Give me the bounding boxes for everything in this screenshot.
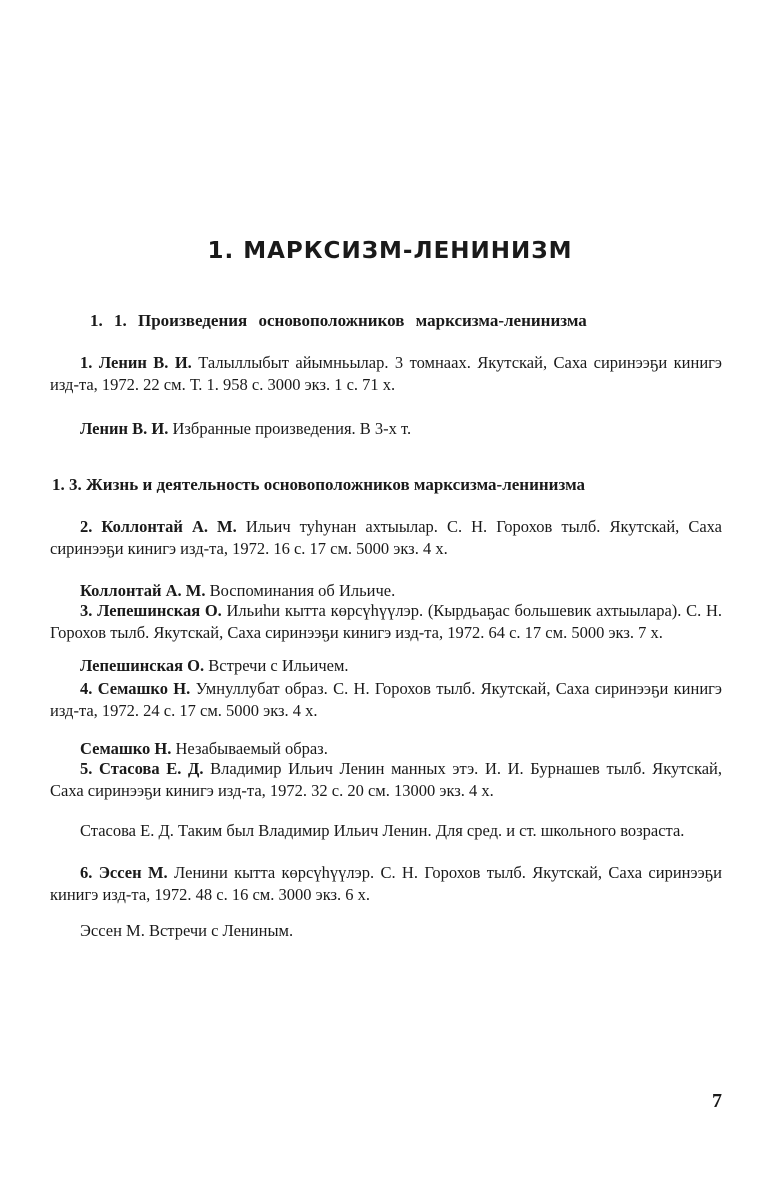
bibliography-entry-1-russian bbox=[80, 418, 411, 440]
entry-text: Таким был Владимир Ильич Ленин. Для сред. и ст. школьного возраста. bbox=[177, 821, 685, 840]
entry-author: 3. Лепешинская О. bbox=[80, 601, 222, 620]
entry-author: 4. Семашко Н. bbox=[80, 679, 191, 698]
entry-text: Ильич туһунан ахтыылар. С. Н. Горохов тылб. Якутскай, Саха сиринээҕи кинигэ изд-та, 1972. 16 с. 17 см. 5000 экз. 4 х. bbox=[50, 517, 723, 558]
entry-author: Стасова Е. Д. bbox=[80, 821, 174, 840]
section-heading-1-3: 1. 3. Жизнь и деятельность основоположников марксизма-ленинизма bbox=[52, 475, 586, 494]
bibliography-entry-5-russian bbox=[50, 820, 722, 842]
page-number: 7 bbox=[712, 1090, 722, 1112]
entry-text: Умнуллубат образ. С. Н. Горохов тылб. Якутскай, Саха сиринээҕи кинигэ изд-та, 1972. 24 с. 17 см. 5000 экз. 4 х. bbox=[50, 679, 722, 720]
bibliography-entry-4 bbox=[50, 678, 722, 722]
entry-text: Незабываемый образ. bbox=[175, 739, 328, 758]
entry-text: Ильиһи кытта көрсүһүүлэр. (Кырдьаҕас большевик ахтыылара). С. Н. Горохов тылб. Якутскай, Саха сиринээҕи кинигэ изд-та, 1972. 64 с. 17 см. 5000 экз. 7 х. bbox=[50, 601, 722, 642]
entry-text: Встречи с Лениным. bbox=[148, 921, 294, 940]
entry-text: Талыллыбыт айымньылар. 3 томнаах. Якутскай, Саха сиринээҕи кинигэ изд-та, 1972. 22 см. Т. 1. 958 с. 3000 экз. 1 с. 71 х. bbox=[50, 353, 722, 394]
entry-author: 2. Коллонтай А. М. bbox=[80, 517, 237, 536]
bibliography-entry-4-russian bbox=[80, 738, 328, 760]
bibliography-entry-6-russian bbox=[80, 920, 293, 942]
bibliography-entry-2-russian bbox=[80, 580, 395, 602]
entry-author: 1. Ленин В. И. bbox=[80, 353, 192, 372]
entry-author: Лепешинская О. bbox=[80, 656, 205, 675]
bibliography-entry-6 bbox=[50, 862, 722, 906]
bibliography-entry-3-russian bbox=[80, 655, 349, 677]
chapter-title: 1. МАРКСИЗМ-ЛЕНИНИЗМ bbox=[207, 238, 573, 264]
section-heading-1-1: 1. 1. Произведения основоположников марксизма-ленинизма bbox=[90, 311, 587, 330]
entry-text: Встречи с Ильичем. bbox=[208, 656, 349, 675]
bibliography-entry-2 bbox=[50, 516, 722, 560]
entry-author: Семашко Н. bbox=[80, 739, 172, 758]
entry-text: Избранные произведения. В 3-х т. bbox=[172, 419, 412, 438]
entry-text: Владимир Ильич Ленин манных этэ. И. И. Бурнашев тылб. Якутскай, Саха сиринээҕи кинигэ изд-та, 1972. 32 с. 20 см. 13000 экз. 4 х. bbox=[50, 759, 723, 800]
entry-author: Ленин В. И. bbox=[80, 419, 169, 438]
entry-author: Эссен М. bbox=[80, 921, 145, 940]
bibliography-entry-1 bbox=[50, 352, 722, 396]
entry-author: Коллонтай А. М. bbox=[80, 581, 206, 600]
entry-author: 6. Эссен М. bbox=[80, 863, 168, 882]
entry-text: Ленини кытта көрсүһүүлэр. С. Н. Горохов тылб. Якутскай, Саха сиринээҕи кинигэ изд-та, 1972. 48 с. 16 см. 3000 экз. 6 х. bbox=[50, 863, 722, 904]
bibliography-entry-5 bbox=[50, 758, 722, 802]
bibliography-entry-3 bbox=[50, 600, 722, 644]
entry-author: 5. Стасова Е. Д. bbox=[80, 759, 204, 778]
entry-text: Воспоминания об Ильиче. bbox=[209, 581, 396, 600]
